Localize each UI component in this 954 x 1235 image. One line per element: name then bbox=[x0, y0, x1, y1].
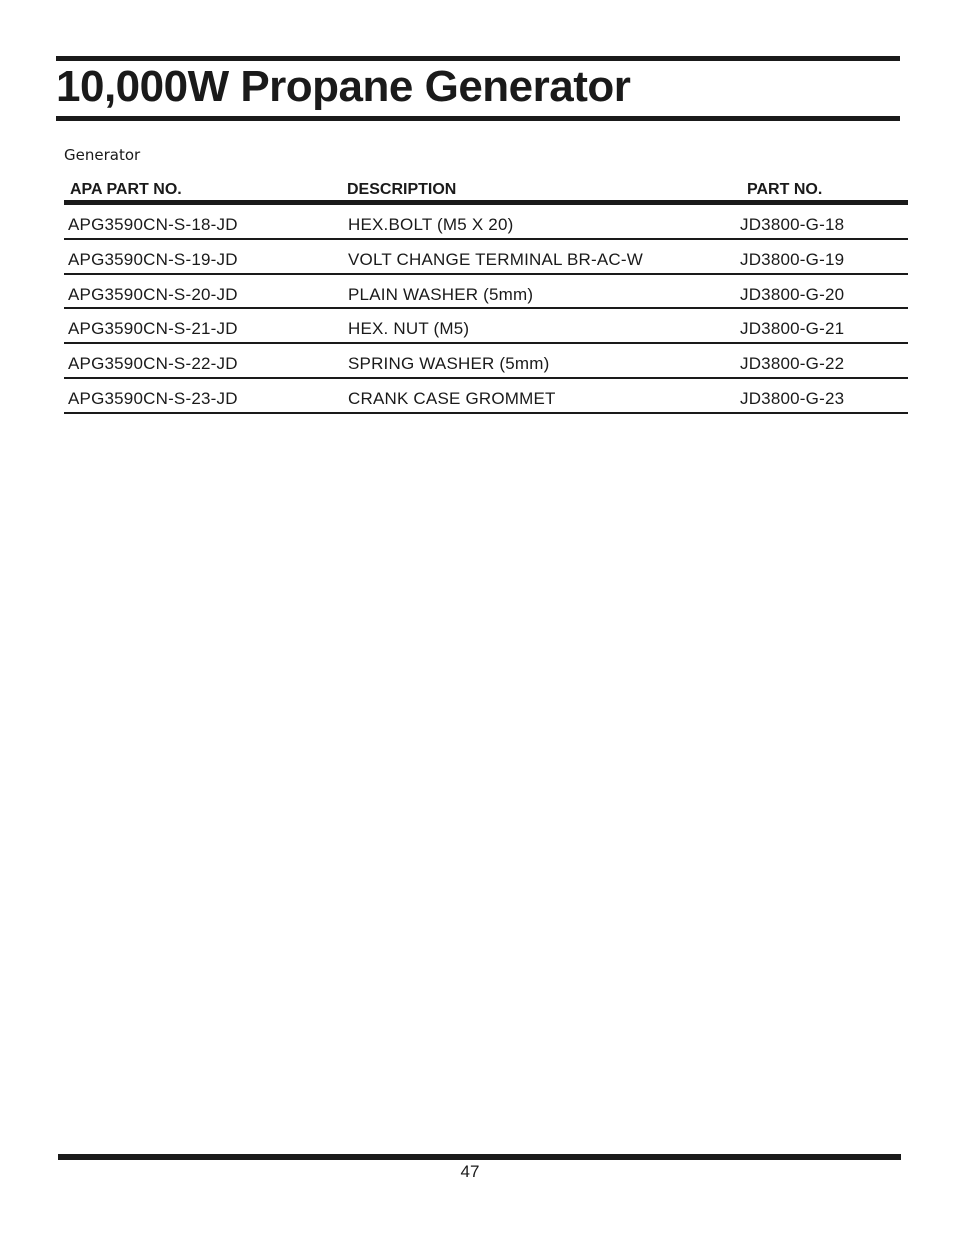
table-header bbox=[64, 172, 908, 205]
table-row bbox=[64, 205, 908, 240]
cell-apa-part-no: APG3590CN-S-22-JD bbox=[68, 354, 238, 374]
parts-table bbox=[64, 172, 908, 414]
page-title: 10,000W Propane Generator bbox=[56, 62, 631, 111]
cell-description: HEX. NUT (M5) bbox=[348, 319, 470, 339]
cell-part-no: JD3800-G-18 bbox=[740, 215, 845, 234]
cell-part-no: JD3800-G-20 bbox=[740, 284, 845, 304]
table-row bbox=[64, 309, 908, 344]
cell-part-no: JD3800-G-19 bbox=[740, 249, 845, 269]
cell-apa-part-no: APG3590CN-S-19-JD bbox=[68, 249, 238, 269]
cell-description: VOLT CHANGE TERMINAL BR-AC-W bbox=[348, 249, 643, 269]
table-row bbox=[64, 275, 908, 310]
table-row bbox=[64, 240, 908, 275]
header-description: DESCRIPTION bbox=[347, 181, 457, 198]
table-row bbox=[64, 344, 908, 379]
cell-part-no: JD3800-G-23 bbox=[740, 388, 845, 408]
header-apa-part-no: APA PART NO. bbox=[70, 181, 182, 198]
cell-description: SPRING WASHER (5mm) bbox=[348, 354, 550, 374]
header-part-no: PART NO. bbox=[747, 181, 823, 198]
page-number: 47 bbox=[460, 1162, 480, 1181]
section-label: Generator bbox=[64, 146, 141, 164]
cell-part-no: JD3800-G-22 bbox=[740, 354, 845, 374]
cell-apa-part-no: APG3590CN-S-21-JD bbox=[68, 319, 238, 339]
cell-description: PLAIN WASHER (5mm) bbox=[348, 284, 534, 304]
cell-apa-part-no: APG3590CN-S-20-JD bbox=[68, 284, 238, 304]
table-row bbox=[64, 379, 908, 414]
cell-description: HEX.BOLT (M5 X 20) bbox=[348, 215, 514, 234]
cell-description: CRANK CASE GROMMET bbox=[348, 388, 556, 408]
footer-rule bbox=[58, 1154, 901, 1160]
cell-part-no: JD3800-G-21 bbox=[740, 319, 845, 339]
cell-apa-part-no: APG3590CN-S-23-JD bbox=[68, 388, 238, 408]
cell-apa-part-no: APG3590CN-S-18-JD bbox=[68, 215, 238, 234]
title-rule-bottom bbox=[56, 116, 900, 121]
